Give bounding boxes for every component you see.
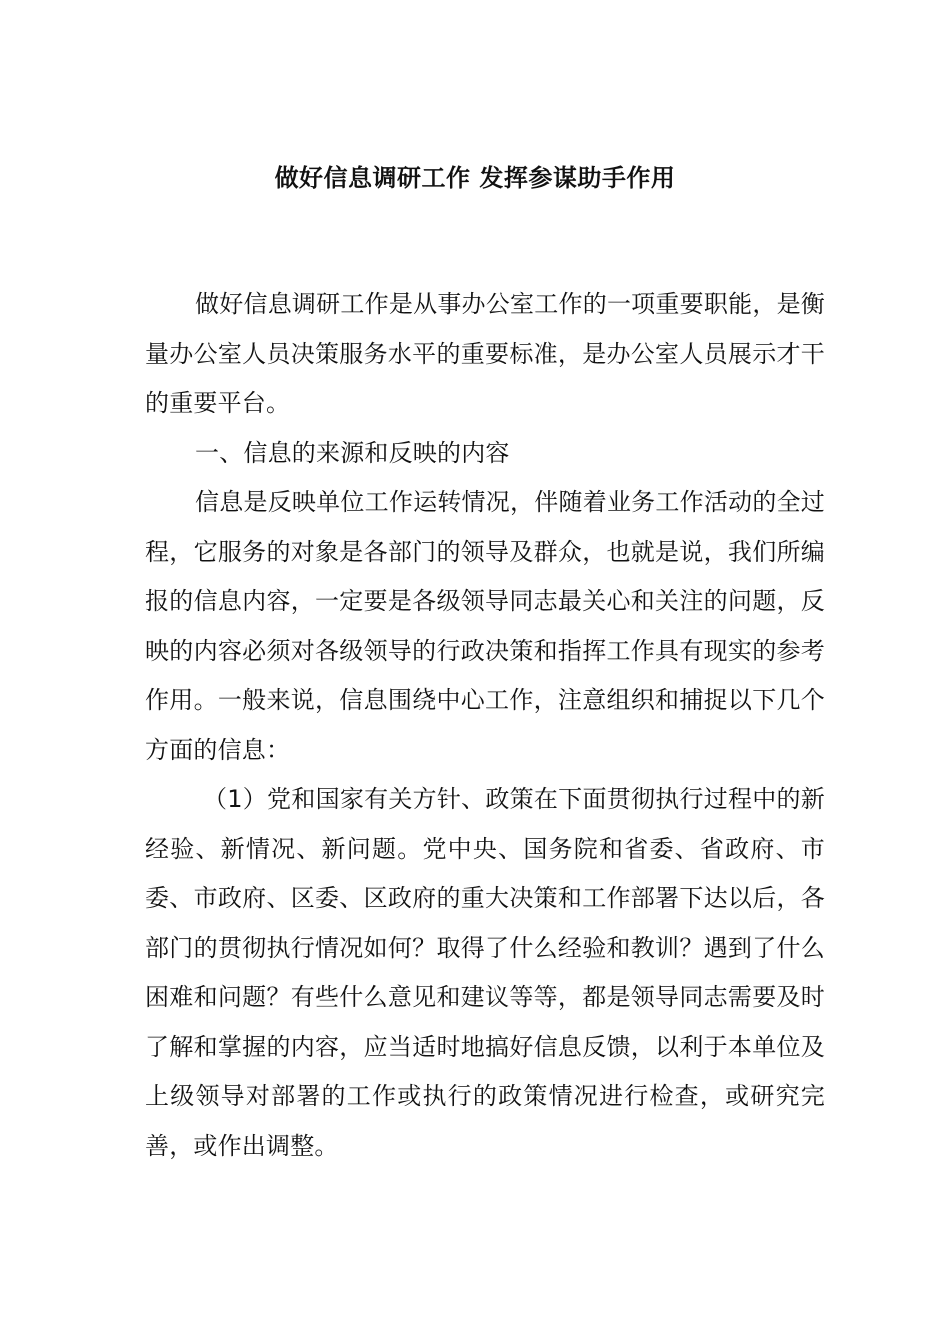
paragraph-info-sources: 信息是反映单位工作运转情况，伴随着业务工作活动的全过程，它服务的对象是各部门的领导及群众，也就是说，我们所编报的信息内容，一定要是各级领导同志最关心和关注的问题，反映的内容必须对各级领导的行政决策和指挥工作具有现实的参考作用。一般来说，信息围绕中心工作，注意组织和捕捉以下几个方面的信息： bbox=[145, 488, 825, 764]
paragraph-intro: 做好信息调研工作是从事办公室工作的一项重要职能，是衡量办公室人员决策服务水平的重要标准，是办公室人员展示才干的重要平台。 bbox=[145, 290, 825, 417]
paragraph-item-1: （1）党和国家有关方针、政策在下面贯彻执行过程中的新经验、新情况、新问题。党中央、国务院和省委、省政府、市委、市政府、区委、区政府的重大决策和工作部署下达以后，各部门的贯彻执行情况如何？取得了什么经验和教训？遇到了什么困难和问题？有些什么意见和建议等等，都是领导同志需要及时了解和掌握的内容，应当适时地搞好信息反馈，以利于本单位及上级领导对部署的工作或执行的政策情况进行检查，或研究完善，或作出调整。 bbox=[145, 785, 825, 1160]
document-body bbox=[145, 280, 825, 1171]
document-title: 做好信息调研工作 发挥参谋助手作用 bbox=[274, 164, 676, 192]
section-heading-1: 一、信息的来源和反映的内容 bbox=[195, 438, 510, 467]
